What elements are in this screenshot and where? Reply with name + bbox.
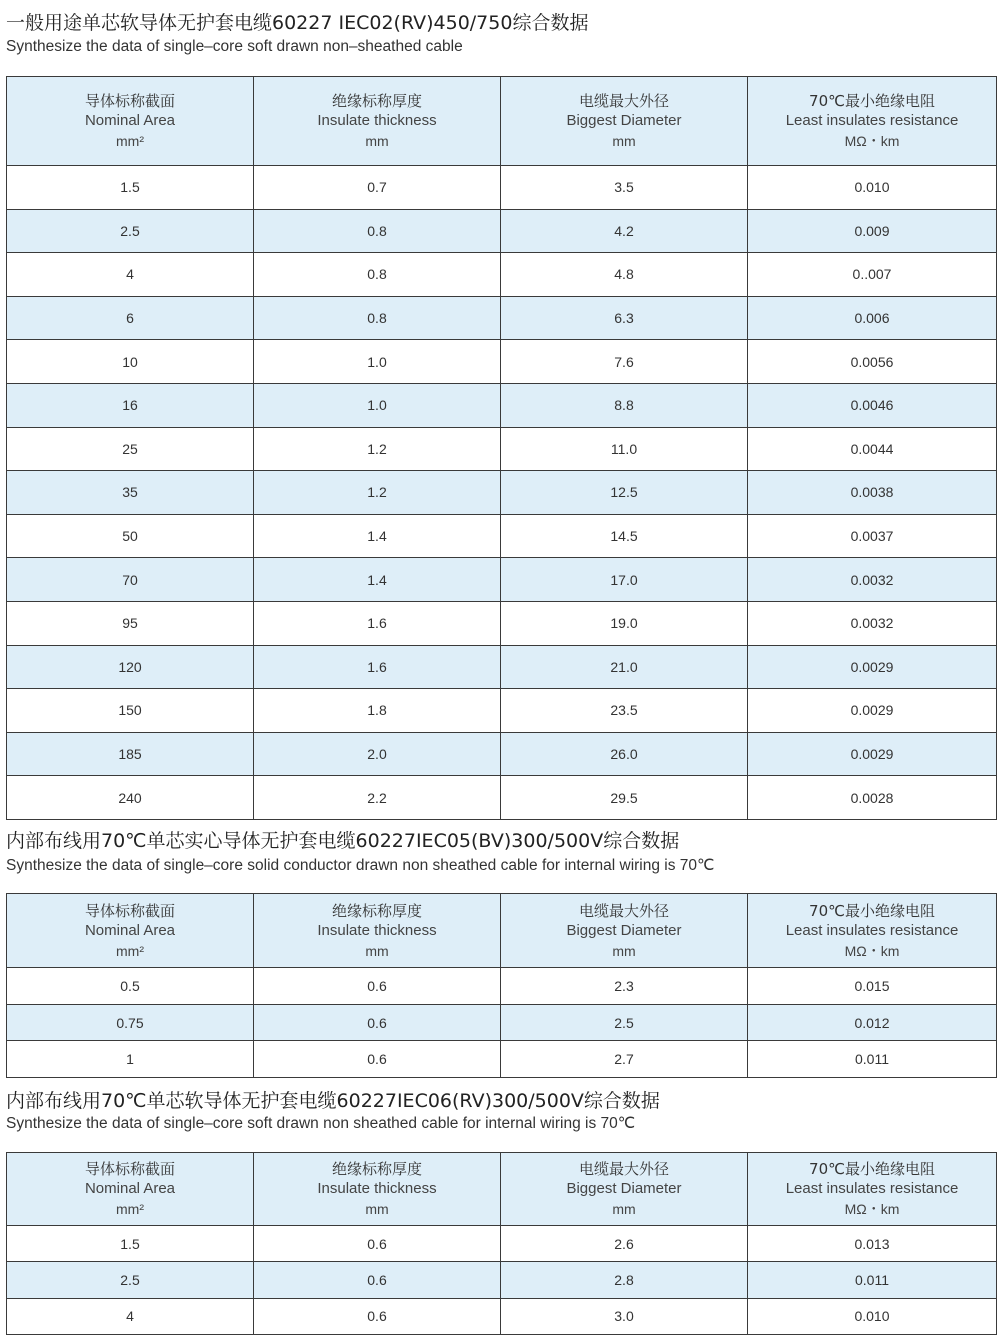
cell-nominal-area: 10 [7, 340, 254, 384]
cell-nominal-area: 4 [7, 1298, 254, 1334]
cell-biggest-diameter: 21.0 [501, 645, 748, 689]
table-row [7, 732, 997, 776]
table-row [7, 1298, 997, 1334]
cell-insulation-resistance: 0.011 [748, 1041, 997, 1078]
cell-insulation-resistance: 0.0028 [748, 776, 997, 820]
cell-insulation-resistance: 0.0046 [748, 383, 997, 427]
cell-biggest-diameter: 2.3 [501, 968, 748, 1005]
cell-insulate-thickness: 1.0 [254, 383, 501, 427]
cell-insulate-thickness: 0.8 [254, 296, 501, 340]
cell-insulate-thickness: 2.0 [254, 732, 501, 776]
cell-insulate-thickness: 1.6 [254, 601, 501, 645]
cell-insulation-resistance: 0.0038 [748, 471, 997, 515]
table-row [7, 340, 997, 384]
cell-insulation-resistance: 0.010 [748, 1298, 997, 1334]
cell-biggest-diameter: 4.8 [501, 253, 748, 297]
table-row [7, 689, 997, 733]
table-row [7, 166, 997, 210]
cell-biggest-diameter: 23.5 [501, 689, 748, 733]
header-insulation-resistance: 70℃最小绝缘电阻 Least insulates resistance MΩ・km [748, 894, 997, 968]
cell-insulate-thickness: 1.8 [254, 689, 501, 733]
cell-nominal-area: 185 [7, 732, 254, 776]
table-row [7, 776, 997, 820]
cell-insulation-resistance: 0.006 [748, 296, 997, 340]
cell-biggest-diameter: 2.5 [501, 1004, 748, 1041]
cell-insulation-resistance: 0.0056 [748, 340, 997, 384]
cell-biggest-diameter: 14.5 [501, 514, 748, 558]
cell-insulate-thickness: 0.6 [254, 1298, 501, 1334]
cell-nominal-area: 0.5 [7, 968, 254, 1005]
header-insulation-resistance: 70℃最小绝缘电阻 Least insulates resistance MΩ・km [748, 1153, 997, 1226]
table-row [7, 427, 997, 471]
cell-insulation-resistance: 0.0037 [748, 514, 997, 558]
table-row [7, 558, 997, 602]
cell-insulation-resistance: 0.0032 [748, 558, 997, 602]
cell-biggest-diameter: 6.3 [501, 296, 748, 340]
cell-nominal-area: 1 [7, 1041, 254, 1078]
section-title-en: Synthesize the data of single–core soft drawn non sheathed cable for internal wiring is 70℃ [6, 1115, 636, 1132]
cell-insulate-thickness: 1.2 [254, 427, 501, 471]
cell-insulate-thickness: 1.2 [254, 471, 501, 515]
cell-insulation-resistance: 0.0029 [748, 689, 997, 733]
cell-nominal-area: 50 [7, 514, 254, 558]
cell-insulate-thickness: 1.0 [254, 340, 501, 384]
cell-nominal-area: 35 [7, 471, 254, 515]
cell-insulation-resistance: 0.013 [748, 1226, 997, 1262]
header-insulation-resistance: 70℃最小绝缘电阻 Least insulates resistance MΩ・km [748, 77, 997, 166]
cell-biggest-diameter: 26.0 [501, 732, 748, 776]
cell-nominal-area: 16 [7, 383, 254, 427]
header-nominal-area: 导体标称截面 Nominal Area mm² [7, 894, 254, 968]
cell-nominal-area: 0.75 [7, 1004, 254, 1041]
spec-table [6, 76, 997, 820]
cell-biggest-diameter: 4.2 [501, 209, 748, 253]
cell-insulate-thickness: 0.8 [254, 253, 501, 297]
cell-nominal-area: 120 [7, 645, 254, 689]
cell-nominal-area: 1.5 [7, 166, 254, 210]
cell-insulate-thickness: 0.6 [254, 1004, 501, 1041]
header-insulate-thickness: 绝缘标称厚度 Insulate thickness mm [254, 77, 501, 166]
cell-insulate-thickness: 1.6 [254, 645, 501, 689]
table-header-row [7, 894, 997, 968]
table-row [7, 383, 997, 427]
cell-insulation-resistance: 0.015 [748, 968, 997, 1005]
cell-insulation-resistance: 0..007 [748, 253, 997, 297]
cell-insulate-thickness: 1.4 [254, 558, 501, 602]
cell-insulate-thickness: 0.6 [254, 1226, 501, 1262]
header-insulate-thickness: 绝缘标称厚度 Insulate thickness mm [254, 1153, 501, 1226]
cell-insulation-resistance: 0.010 [748, 166, 997, 210]
cell-biggest-diameter: 12.5 [501, 471, 748, 515]
cell-nominal-area: 95 [7, 601, 254, 645]
header-biggest-diameter: 电缆最大外径 Biggest Diameter mm [501, 77, 748, 166]
table-header-row [7, 77, 997, 166]
header-biggest-diameter: 电缆最大外径 Biggest Diameter mm [501, 894, 748, 968]
cell-insulate-thickness: 0.6 [254, 1041, 501, 1078]
cell-insulation-resistance: 0.0044 [748, 427, 997, 471]
table-row [7, 1004, 997, 1041]
cell-insulation-resistance: 0.011 [748, 1262, 997, 1298]
table-row [7, 968, 997, 1005]
section-title-cn: 一般用途单芯软导体无护套电缆60227 IEC02(RV)450/750综合数据 [6, 12, 589, 34]
cell-nominal-area: 25 [7, 427, 254, 471]
spec-table [6, 1152, 997, 1335]
section-title-en: Synthesize the data of single–core solid conductor drawn non sheathed cable for internal wiring is 70℃ [6, 857, 715, 874]
cell-insulate-thickness: 2.2 [254, 776, 501, 820]
header-nominal-area: 导体标称截面 Nominal Area mm² [7, 1153, 254, 1226]
cell-nominal-area: 1.5 [7, 1226, 254, 1262]
table-row [7, 471, 997, 515]
table-row [7, 1041, 997, 1078]
cell-insulate-thickness: 0.6 [254, 1262, 501, 1298]
cell-nominal-area: 2.5 [7, 209, 254, 253]
cell-insulate-thickness: 0.8 [254, 209, 501, 253]
cell-nominal-area: 70 [7, 558, 254, 602]
table-row [7, 601, 997, 645]
cell-insulate-thickness: 1.4 [254, 514, 501, 558]
cell-insulation-resistance: 0.009 [748, 209, 997, 253]
cell-insulation-resistance: 0.0029 [748, 645, 997, 689]
cell-biggest-diameter: 7.6 [501, 340, 748, 384]
cell-biggest-diameter: 2.8 [501, 1262, 748, 1298]
cell-biggest-diameter: 19.0 [501, 601, 748, 645]
section-title-cn: 内部布线用70℃单芯实心导体无护套电缆60227IEC05(BV)300/500V综合数据 [6, 830, 680, 852]
cell-insulate-thickness: 0.7 [254, 166, 501, 210]
table-row [7, 209, 997, 253]
header-insulate-thickness: 绝缘标称厚度 Insulate thickness mm [254, 894, 501, 968]
section-title-en: Synthesize the data of single–core soft drawn non–sheathed cable [6, 38, 463, 55]
table-row [7, 645, 997, 689]
section-title-cn: 内部布线用70℃单芯软导体无护套电缆60227IEC06(RV)300/500V综合数据 [6, 1090, 660, 1112]
cell-insulation-resistance: 0.0029 [748, 732, 997, 776]
table-row [7, 1262, 997, 1298]
cell-insulation-resistance: 0.0032 [748, 601, 997, 645]
cell-biggest-diameter: 8.8 [501, 383, 748, 427]
cell-biggest-diameter: 17.0 [501, 558, 748, 602]
table-row [7, 253, 997, 297]
table-header-row [7, 1153, 997, 1226]
cell-nominal-area: 6 [7, 296, 254, 340]
table-row [7, 296, 997, 340]
cell-insulation-resistance: 0.012 [748, 1004, 997, 1041]
cell-biggest-diameter: 29.5 [501, 776, 748, 820]
cell-nominal-area: 2.5 [7, 1262, 254, 1298]
cell-insulate-thickness: 0.6 [254, 968, 501, 1005]
cell-biggest-diameter: 3.0 [501, 1298, 748, 1334]
cell-biggest-diameter: 3.5 [501, 166, 748, 210]
table-row [7, 514, 997, 558]
cell-nominal-area: 150 [7, 689, 254, 733]
header-nominal-area: 导体标称截面 Nominal Area mm² [7, 77, 254, 166]
table-row [7, 1226, 997, 1262]
header-biggest-diameter: 电缆最大外径 Biggest Diameter mm [501, 1153, 748, 1226]
cell-nominal-area: 4 [7, 253, 254, 297]
cell-biggest-diameter: 11.0 [501, 427, 748, 471]
cell-biggest-diameter: 2.6 [501, 1226, 748, 1262]
cell-nominal-area: 240 [7, 776, 254, 820]
cell-biggest-diameter: 2.7 [501, 1041, 748, 1078]
spec-table [6, 893, 997, 1078]
